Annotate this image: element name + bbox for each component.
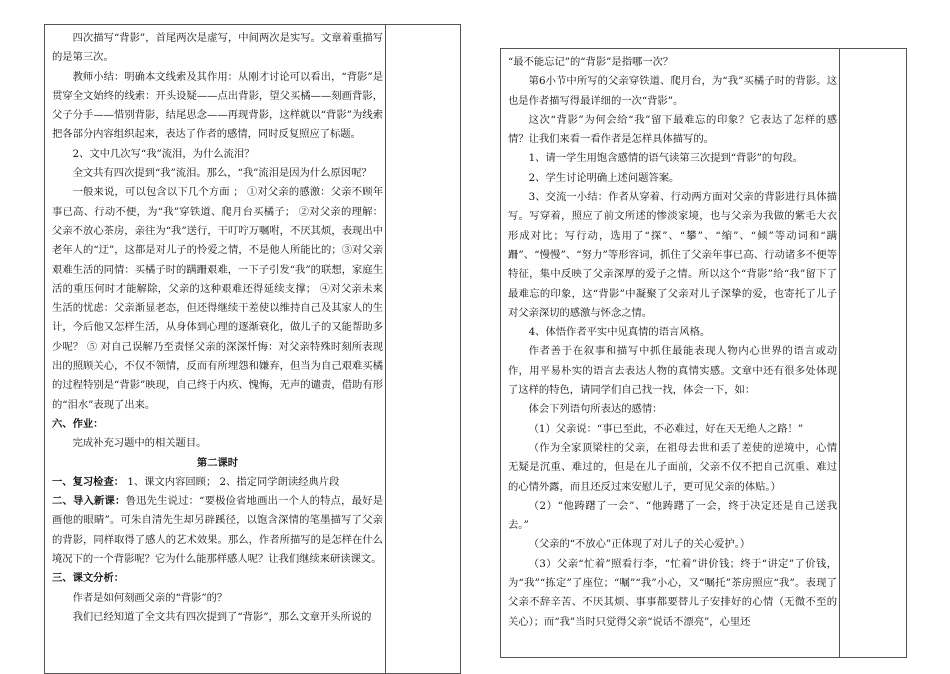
paragraph: （1）父亲说：“事已至此，不必难过，好在天无绝人之路！” — [528, 422, 804, 435]
paragraph: 2、学生讨论明确上述问题答案。 — [528, 171, 680, 184]
paragraph: （父亲的“不放心”正体现了对儿子的关心爱护。） — [528, 538, 751, 551]
right-notes-column — [839, 49, 906, 657]
section-label: 一、复习检查： — [52, 475, 125, 488]
paragraph: 4、体悟作者平实中见真情的语言风格。 — [528, 326, 711, 339]
paragraph: （作为全家顶梁柱的父亲，在祖母去世和丢了差使的逆境中，心情无疑是沉重、难过的，但是在儿子面前，父亲不仅不把自己沉重、难过的心情外露，而且还反过来安慰儿子，更可见父亲的体贴。） — [508, 441, 837, 493]
section-label: 二、导入新课： — [52, 495, 126, 508]
section-label: 三、课文分析： — [52, 572, 125, 585]
intro-section — [52, 492, 383, 569]
left-notes-column — [385, 25, 460, 673]
section-label: 六、作业： — [52, 417, 104, 430]
lesson-heading: 第二课时 — [196, 456, 239, 469]
paragraph: 作者善于在叙事和描写中抓住最能表现人物内心世界的语言或动作，用平易朴实的语言去表达人物的真情实感。文章中还有很多处体现了这样的特色，请同学们自己找一找，体会一下，如： — [508, 345, 837, 397]
paragraph: 我们已经知道了全文共有四次提到了“背影”，那么文章开头所说的 — [72, 610, 372, 623]
paragraph: 教师小结：明确本文线索及其作用：从刚才讨论可以看出，“背影”是贯穿全文始终的线索：开头设疑——点出背影，望父买橘——刻画背影，父子分手——惜别背影，结尾思念——再现背影，这样就以“背影”为线索把各部分内容组织起来，表达了作者的感情，同时反复照应了标题。 — [52, 70, 383, 141]
paragraph: 第6小节中所写的父亲穿铁道、爬月台，为“我”买橘子时的背影。这也是作者描写得最详细的一次“背影”。 — [508, 75, 837, 107]
analysis-heading — [52, 569, 383, 588]
right-lesson-table — [500, 48, 907, 658]
paragraph: 3、交流一小结：作者从穿着、行动两方面对父亲的背影进行具体描写。写穿着，照应了前文所述的惨淡家境，也与父亲为我做的紫毛大衣形成对比；写行动，选用了“探”、“攀”、“缩”、“倾”等动词和“蹒跚”、“慢慢”、“努力”等形容词，抓住了父亲年事已高、行动诸多不便等特征，集中反映了父亲深厚的爱子之情。所以这个“背影”给“我”留下了最难忘的印象，这“背影”中凝聚了父亲对儿子深挚的爱，也寄托了儿子对父亲深切的感激与怀念之情。 — [508, 191, 837, 319]
right-content-cell — [501, 49, 842, 632]
section-text: 1、课文内容回顾； 2、指定同学朗读经典片段 — [124, 475, 340, 488]
section-text: 鲁迅先生说过：“要极俭省地画出一个人的特点，最好是画他的眼睛”。可朱自清先生却另辟蹊径，以饱含深情的笔墨描写了父亲的背影，同样取得了感人的艺术效果。那么，作者所描写的是怎样在什么境况下的一个背影呢？它为什么能那样感人呢？让我们继续来研读课文。 — [52, 495, 384, 566]
left-content-cell — [45, 25, 388, 627]
paragraph: 这次“背影”为何会给“我”留下最难忘的印象？它表达了怎样的感情？让我们来看一看作者是怎样具体描写的。 — [508, 113, 837, 146]
paragraph: 体会下列语句所表达的感情： — [528, 403, 663, 416]
paragraph: 作者是如何刻画父亲的“背影”的？ — [72, 591, 228, 604]
left-lesson-table — [44, 24, 461, 674]
paragraph: （3）父亲“忙着”照看行李，“忙着”讲价钱；终于“讲定”了价钱，为“我”“拣定”了座位；“嘱”“我”小心，又“嘱托”茶房照应“我”。表现了父亲不辞辛苦、不厌其烦、事事都要替儿子安排好的心情（无微不至的关心）；而“我”当时只觉得父亲“说话不漂亮”，心里还 — [508, 557, 837, 628]
paragraph: 1、请一学生用饱含感情的语气读第三次提到“背影”的句段。 — [528, 152, 804, 165]
paragraph: 四次描写“背影”，首尾两次是虚写，中间两次是实写。文章着重描写的是第三次。 — [52, 32, 383, 64]
paragraph: 一般来说，可以包含以下几个方面 ； ①对父亲的感激：父亲不顾年事已高、行动不便，为“我”穿铁道、爬月台买橘子； ②对父亲的理解：父亲不放心茶房，亲往为“我”送行，干叮咛万嘱咐，不厌其烦，表现出中老年人的“迂”，这都是对儿子的怜爱之情，不是他人所能比的；③对父亲艰难生活的同情：买橘子时的蹒跚艰难，一下子引发“我”的联想，家庭生活的重压何时才能解除，父亲的这种艰难还得延续支撑； ④对父亲未来生活的忧虑：父亲渐显老态，但还得继续干差使以维持自己及其家人的生计，今后他又怎样生活，从身体到心理的逐渐衰化，做儿子的又能帮助多少呢？ ⑤ 对自己误解乃至责怪父亲的深深忏悔：对父亲特殊时刻所表现出的照顾关心，不仅不领情，反而有所埋怨和嫌弃，但当为自己艰难买橘的过程特别是“背影”映现，自己终于内疚、愧悔，无声的谴责，借助有形的“泪水”表现了出来。 — [52, 186, 383, 411]
paragraph: “最不能忘记”的“背影”是指哪一次？ — [508, 56, 674, 68]
homework-heading — [52, 415, 383, 434]
review-section — [52, 473, 383, 492]
paragraph: （2）“他踌躇了一会”、“他踌躇了一会，终于决定还是自己送我去。” — [508, 499, 837, 532]
paragraph: 全文共有四次提到“我”流泪。那么，“我”流泪是因为什么原因呢？ — [72, 167, 372, 180]
paragraph: 完成补充习题中的相关题目。 — [72, 437, 207, 450]
paragraph: 2、文中几次写“我”流泪，为什么流泪？ — [72, 147, 255, 160]
